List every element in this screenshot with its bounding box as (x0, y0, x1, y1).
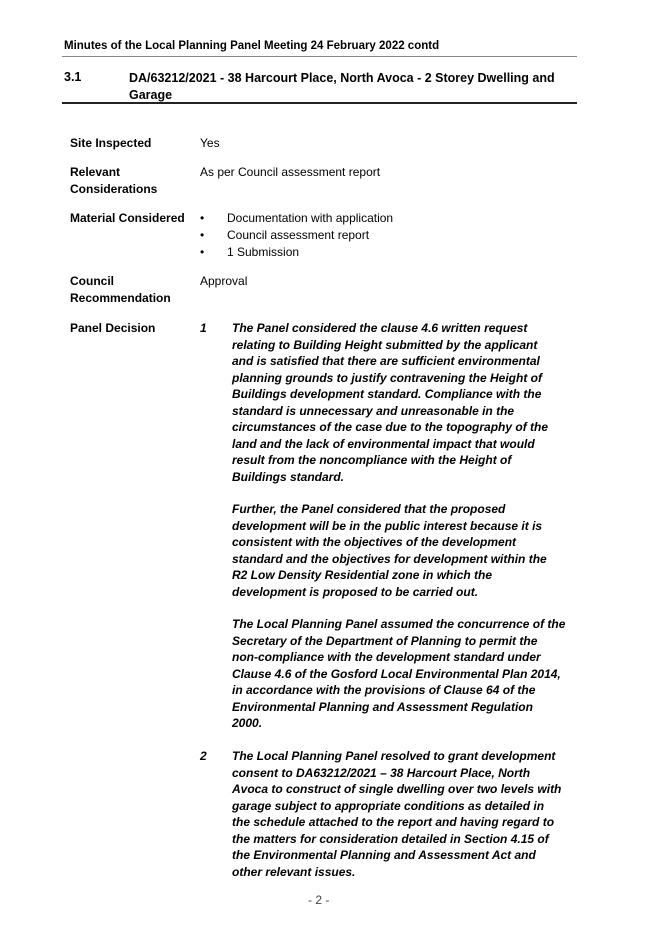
decision-paragraph (232, 501, 547, 600)
bullet-icon: • (200, 211, 205, 225)
section-title-line: Garage (129, 88, 173, 102)
list-item (200, 227, 393, 244)
value-site-inspected: Yes (200, 136, 220, 150)
paragraph-line: result from the noncompliance with the Height of (232, 453, 512, 467)
paragraph-line: Environmental Planning and Assessment Regulation (232, 699, 533, 714)
paragraph-line: non-compliance with the development standard under (232, 650, 541, 664)
paragraph-line: The Local Planning Panel resolved to grant development (232, 749, 556, 763)
paragraph-line: 2000. (232, 716, 263, 730)
label-line: Council (70, 274, 114, 288)
paragraph-line: land and the lack of environmental impact that would (232, 436, 535, 451)
paragraph-line: development will be in the public interest because it is (232, 518, 543, 533)
paragraph-line: consistent with the objectives of the development (232, 535, 517, 549)
bullet-icon: • (200, 245, 205, 259)
list-item (200, 244, 393, 261)
header-rule (62, 56, 577, 57)
paragraph-line: Buildings standard. (232, 469, 345, 484)
paragraph-line: garage subject to appropriate conditions as detailed in (232, 798, 545, 813)
running-header: Minutes of the Local Planning Panel Meeting 24 February 2022 contd (64, 40, 440, 52)
section-number: 3.1 (64, 70, 82, 84)
label-line: Considerations (70, 182, 158, 196)
paragraph-line: Clause 4.6 of the Gosford Local Environmental Plan 2014, (232, 666, 561, 681)
label-line: Recommendation (70, 291, 171, 305)
paragraph-line: and is satisfied that there are sufficient environmental (232, 354, 540, 368)
page-number: - 2 - (308, 893, 330, 907)
decision-paragraph (232, 748, 561, 880)
paragraph-line: consent to DA63212/2021 – 38 Harcourt Place, North (232, 765, 531, 780)
label-panel-decision: Panel Decision (70, 321, 156, 335)
paragraph-line: Avoca to construct of single dwelling over two levels with (232, 782, 562, 796)
label-relevant-considerations (70, 164, 157, 198)
label-material-considered: Material Considered (70, 211, 185, 225)
paragraph-line: Buildings development standard. Compliance with the (232, 387, 542, 401)
paragraph-line: planning grounds to justify contravening the Height of (232, 370, 542, 385)
paragraph-line: development is proposed to be carried out. (232, 584, 479, 599)
bullet-icon: • (200, 228, 205, 242)
decision-item-number: 2 (200, 749, 207, 763)
paragraph-line: circumstances of the case due to the topography of the (232, 420, 549, 434)
paragraph-line: Secretary of the Department of Planning to permit the (232, 633, 538, 648)
paragraph-line: the schedule attached to the report and having regard to (232, 815, 555, 829)
decision-paragraph (232, 320, 548, 485)
paragraph-line: the matters for consideration detailed in Section 4.15 of (232, 831, 549, 846)
paragraph-line: relating to Building Height submitted by the applicant (232, 337, 538, 352)
decision-item-number: 1 (200, 321, 207, 335)
paragraph-line: R2 Low Density Residential zone in which the (232, 568, 493, 582)
list-item-text: Council assessment report (227, 228, 370, 242)
value-relevant-considerations: As per Council assessment report (200, 165, 381, 179)
section-title (129, 70, 555, 104)
material-list (200, 210, 393, 261)
label-line: Relevant (70, 165, 121, 179)
list-item-text: 1 Submission (227, 245, 300, 259)
section-title-line: DA/63212/2021 - 38 Harcourt Place, North Avoca - 2 Storey Dwelling and (129, 71, 555, 85)
paragraph-line: Further, the Panel considered that the proposed (232, 502, 506, 516)
paragraph-line: other relevant issues. (232, 864, 356, 879)
section-rule (62, 102, 577, 104)
paragraph-line: The Local Planning Panel assumed the concurrence of the (232, 617, 566, 631)
list-item (200, 210, 393, 227)
paragraph-line: the Environmental Planning and Assessment Act and (232, 848, 536, 862)
paragraph-line: standard is unnecessary and unreasonable in the (232, 403, 515, 418)
paragraph-line: in accordance with the provisions of Clause 64 of the (232, 683, 536, 697)
label-council-recommendation (70, 273, 171, 307)
decision-paragraph (232, 616, 565, 732)
label-site-inspected: Site Inspected (70, 136, 152, 150)
paragraph-line: The Panel considered the clause 4.6 written request (232, 321, 528, 335)
paragraph-line: standard and the objectives for development within the (232, 551, 547, 566)
list-item-text: Documentation with application (227, 211, 394, 225)
value-council-recommendation: Approval (200, 274, 248, 288)
